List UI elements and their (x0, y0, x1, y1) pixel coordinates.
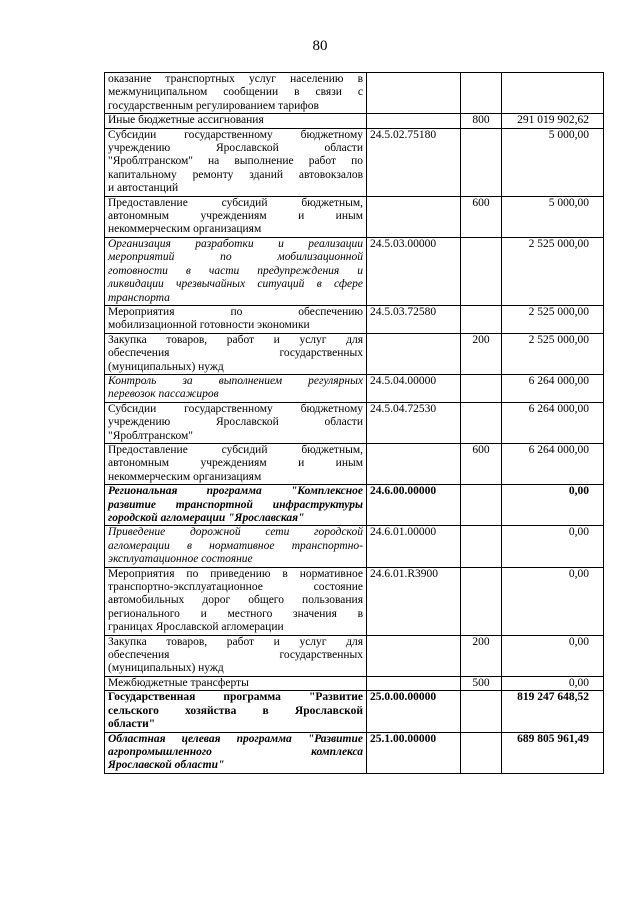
row-name-line: Предоставление субсидий бюджетным, (108, 196, 363, 209)
row-code: 24.5.02.75180 (367, 128, 461, 196)
row-expense-type (461, 567, 502, 635)
table-row (105, 485, 604, 526)
row-name (108, 306, 363, 333)
table-row (105, 305, 604, 333)
row-code (367, 443, 461, 484)
row-name-line: межмуниципальном сообщении в связи с (108, 86, 363, 99)
row-name-line: Региональная программа "Комплексное (108, 485, 363, 498)
row-name (108, 334, 363, 374)
row-code (367, 676, 461, 690)
row-name (108, 114, 363, 127)
row-name-line: автономным учреждениям и иным (108, 210, 363, 223)
row-expense-type: 800 (461, 114, 502, 128)
table-row (105, 635, 604, 676)
row-name-line: "Яроблтранском" на выполнение работ по (108, 155, 363, 168)
row-name-line: мероприятий по мобилизационной (108, 251, 363, 264)
row-expense-type: 200 (461, 635, 502, 676)
row-name-line: "Яроблтранском" (108, 429, 193, 442)
row-amount: 6 264 000,00 (502, 374, 604, 402)
row-code: 24.5.03.00000 (367, 237, 461, 305)
row-code (367, 196, 461, 237)
row-name-line: Приведение дорожной сети городской (108, 526, 363, 539)
row-name-line: капитальному ремонту зданий автовокзалов (108, 168, 363, 181)
row-name-line: (муниципальных) нужд (108, 662, 224, 675)
row-name-cell (105, 443, 367, 484)
row-name-line: автомобильных дорог общего пользования (108, 594, 363, 607)
row-name-line: Предоставление субсидий бюджетным, (108, 443, 363, 456)
table-row (105, 443, 604, 484)
row-code (367, 635, 461, 676)
row-name-line: готовности в части предупреждения и (108, 264, 363, 277)
row-name-line: мобилизационной готовности экономики (108, 319, 310, 332)
row-name-line: Закупка товаров, работ и услуг для (108, 333, 363, 346)
row-expense-type (461, 128, 502, 196)
row-name-cell (105, 567, 367, 635)
table-row (105, 196, 604, 237)
row-name-line: Государственная программа "Развитие (108, 691, 363, 704)
row-amount: 6 264 000,00 (502, 443, 604, 484)
table-row (105, 402, 604, 443)
row-expense-type: 600 (461, 443, 502, 484)
row-code: 24.5.04.00000 (367, 374, 461, 402)
row-name (108, 238, 363, 305)
row-name (108, 526, 363, 566)
row-name-line: перевозок пассажиров (108, 388, 219, 401)
row-amount: 0,00 (502, 526, 604, 567)
row-expense-type (461, 73, 502, 114)
row-code: 24.5.04.72530 (367, 402, 461, 443)
row-expense-type: 200 (461, 333, 502, 374)
row-code: 25.0.00.00000 (367, 691, 461, 732)
row-name (108, 568, 363, 635)
table-row (105, 691, 604, 732)
table-row (105, 732, 604, 773)
row-name-line: Межбюджетные трансферты (108, 676, 249, 689)
row-expense-type (461, 374, 502, 402)
row-name-cell (105, 485, 367, 526)
row-name-line: и автостанций (108, 182, 179, 195)
row-name-cell (105, 635, 367, 676)
row-name (108, 677, 363, 690)
row-name-line: государственным регулированием тарифов (108, 99, 319, 112)
row-name-line: (муниципальных) нужд (108, 360, 224, 373)
row-name-line: городской агломерации "Ярославская" (108, 512, 305, 524)
budget-table (104, 72, 604, 774)
row-code: 24.5.03.72580 (367, 305, 461, 333)
row-code: 24.6.00.00000 (367, 485, 461, 526)
row-amount: 0,00 (502, 676, 604, 690)
row-amount: 0,00 (502, 485, 604, 526)
row-name-line: некоммерческим организациям (108, 470, 262, 483)
row-name (108, 375, 363, 402)
row-name-line: сельского хозяйства в Ярославской (108, 704, 363, 717)
row-amount: 2 525 000,00 (502, 305, 604, 333)
row-code: 24.6.01.00000 (367, 526, 461, 567)
row-amount: 291 019 902,62 (502, 114, 604, 128)
table-row (105, 73, 604, 114)
row-name-line: Ярославской области" (108, 759, 225, 772)
row-name (108, 636, 363, 676)
row-name-line: оказание транспортных услуг населению в (108, 73, 363, 85)
row-amount: 689 805 961,49 (502, 732, 604, 773)
table-row (105, 333, 604, 374)
row-amount: 6 264 000,00 (502, 402, 604, 443)
row-code (367, 333, 461, 374)
row-expense-type (461, 237, 502, 305)
row-expense-type (461, 485, 502, 526)
row-name-cell (105, 73, 367, 114)
table-row (105, 237, 604, 305)
row-name-cell (105, 114, 367, 128)
table-row (105, 114, 604, 128)
row-expense-type: 500 (461, 676, 502, 690)
row-amount: 2 525 000,00 (502, 333, 604, 374)
row-name (108, 73, 363, 113)
table-row (105, 676, 604, 690)
row-name-cell (105, 237, 367, 305)
row-name-line: Мероприятия по приведению в нормативное (108, 567, 363, 580)
row-name-line: развитие транспортной инфраструктуры (108, 498, 363, 511)
row-name-cell (105, 402, 367, 443)
row-amount: 0,00 (502, 567, 604, 635)
row-amount: 5 000,00 (502, 196, 604, 237)
row-name-line: некоммерческим организациям (108, 223, 262, 236)
row-name-line: Областная целевая программа "Развитие (108, 732, 363, 745)
row-name-line: Контроль за выполнением регулярных (108, 374, 363, 387)
row-code: 25.1.00.00000 (367, 732, 461, 773)
row-expense-type (461, 691, 502, 732)
row-name-line: обеспечения государственных (108, 649, 363, 662)
row-name-line: Мероприятия по обеспечению (108, 305, 363, 318)
row-name (108, 197, 363, 237)
row-amount: 5 000,00 (502, 128, 604, 196)
row-name-line: Организация разработки и реализации (108, 237, 363, 250)
row-name-line: агропромышленного комплекса (108, 745, 363, 758)
row-name-line: учреждению Ярославской области (108, 142, 363, 155)
row-name-line: эксплуатационное состояние (108, 553, 253, 566)
row-amount: 819 247 648,52 (502, 691, 604, 732)
row-code: 24.6.01.R3900 (367, 567, 461, 635)
table-row (105, 374, 604, 402)
row-name-line: Иные бюджетные ассигнования (108, 114, 264, 127)
row-name-cell (105, 374, 367, 402)
row-name (108, 403, 363, 443)
row-name (108, 733, 363, 773)
row-name (108, 129, 363, 196)
table-row (105, 567, 604, 635)
row-name-line: области" (108, 718, 156, 731)
table-row (105, 128, 604, 196)
row-name-line: учреждению Ярославской области (108, 416, 363, 429)
row-name-cell (105, 691, 367, 732)
row-name-cell (105, 676, 367, 690)
row-name-cell (105, 333, 367, 374)
row-name-line: ликвидации чрезвычайных ситуаций в сфере (108, 278, 363, 291)
row-name-line: транспорта (108, 291, 170, 304)
row-name-cell (105, 128, 367, 196)
row-expense-type: 600 (461, 196, 502, 237)
row-name-cell (105, 305, 367, 333)
row-name (108, 444, 363, 484)
row-name-line: Субсидии государственному бюджетному (108, 128, 363, 141)
row-code (367, 73, 461, 114)
row-name-cell (105, 732, 367, 773)
row-name (108, 485, 363, 525)
row-name-line: Субсидии государственному бюджетному (108, 402, 363, 415)
row-amount: 0,00 (502, 635, 604, 676)
row-name-line: обеспечения государственных (108, 347, 363, 360)
row-expense-type (461, 305, 502, 333)
table-row (105, 526, 604, 567)
row-amount: 2 525 000,00 (502, 237, 604, 305)
row-amount (502, 73, 604, 114)
row-name-cell (105, 526, 367, 567)
row-name-line: регионального и местного значения в (108, 607, 363, 620)
row-name-line: автономным учреждениям и иным (108, 457, 363, 470)
row-expense-type (461, 402, 502, 443)
row-code (367, 114, 461, 128)
row-expense-type (461, 732, 502, 773)
row-name (108, 691, 363, 731)
row-name-line: агломерации в нормативное транспортно- (108, 539, 363, 552)
row-name-line: Закупка товаров, работ и услуг для (108, 635, 363, 648)
row-name-line: транспортно-эксплуатационное состояние (108, 581, 363, 594)
row-expense-type (461, 526, 502, 567)
page-number: 80 (312, 38, 328, 54)
row-name-cell (105, 196, 367, 237)
row-name-line: границах Ярославской агломерации (108, 621, 284, 634)
